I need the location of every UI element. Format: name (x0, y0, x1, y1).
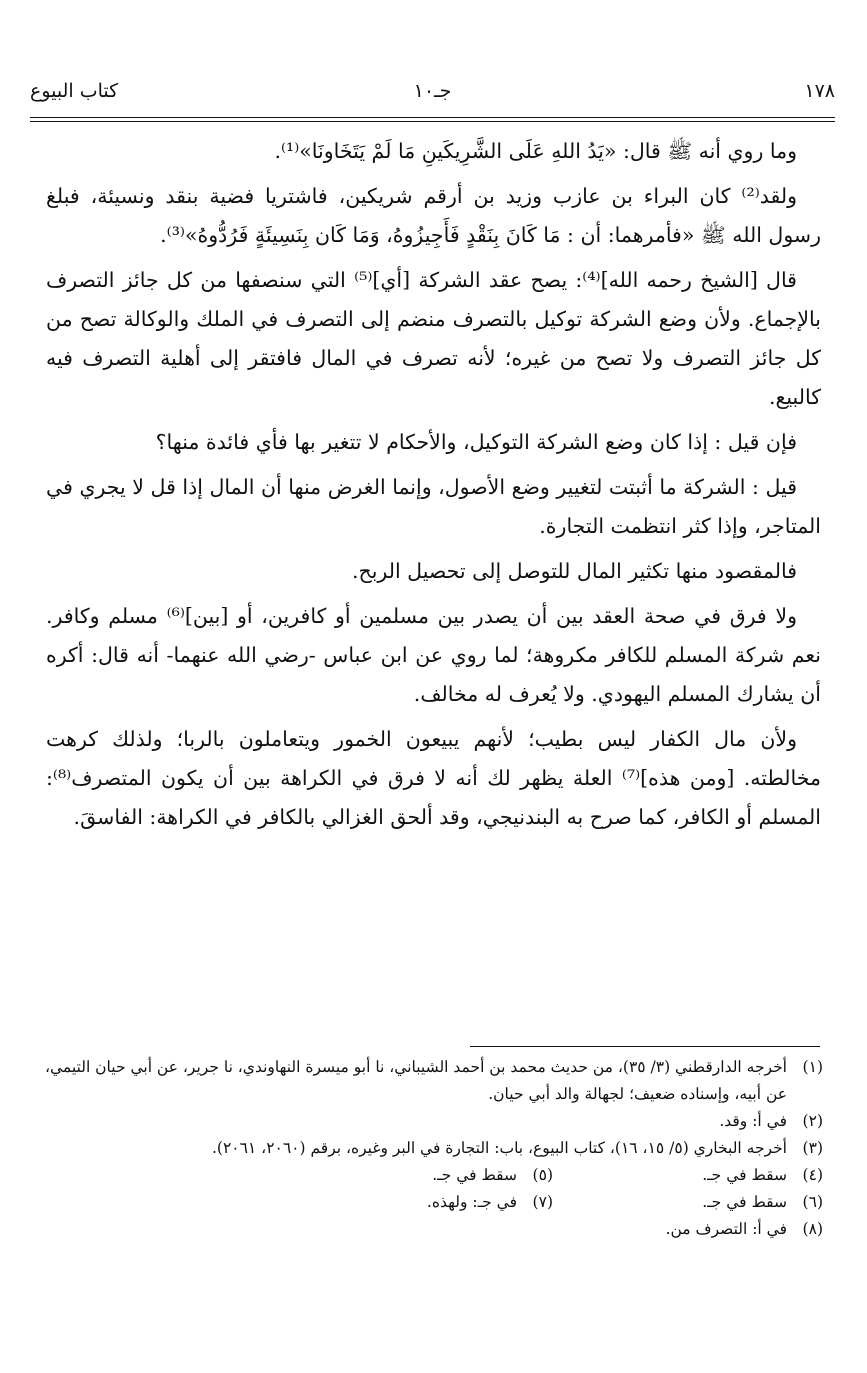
paragraph: وما روي أنه ﷺ قال: «يَدُ اللهِ عَلَى الشَّرِيكَينِ مَا لَمْ يَتَخَاونَا»⁽¹⁾. (274, 139, 797, 163)
footnote-text: سقط في جـ. (702, 1193, 787, 1211)
volume-label: جـ١٠ (413, 80, 452, 102)
footnote-number: (٦) (802, 1193, 823, 1211)
footnote-text: في أ: وقد. (719, 1112, 787, 1130)
footnote-number: (٤) (802, 1166, 823, 1184)
paragraph: فالمقصود منها تكثير المال للتوصل إلى تحصيل الربح. (351, 559, 797, 583)
paragraph: ولقد⁽²⁾ كان البراء بن عازب وزيد بن أرقم شريكين، فاشتريا فضية بنقد ونسيئة، فبلغ رسول الله ﷺ «فأمرهما: أن : مَا كَانَ بِنَقْدٍ فَأَجِيزُوهُ، وَمَا كَان بِنَسِيئَةٍ فَرُدُّوهُ»⁽³⁾. (46, 184, 821, 247)
footnotes (44, 1054, 823, 1243)
footnote (553, 1189, 823, 1216)
footnote (44, 1216, 823, 1243)
footnote-number: (١) (802, 1058, 823, 1076)
footnote (553, 1162, 823, 1189)
footnote-text: أخرجه الدارقطني (٣/ ٣٥)، من حديث محمد بن أحمد الشيباني، نا أبو ميسرة النهاوندي، نا جرير، عن أبي حيان التيمي، عن أبيه، وإسناده ضعيف؛ لجهالة والد أبي حيان. (44, 1058, 787, 1103)
footnote-pair (44, 1189, 823, 1216)
paragraph: ولا فرق في صحة العقد بين أن يصدر بين مسلمين أو كافرين، أو [بين]⁽⁶⁾ مسلم وكافر. نعم شركة المسلم للكافر مكروهة؛ لما روي عن ابن عباس -رضي الله عنهما- أنه قال: أكره أن يشارك المسلم اليهودي. ولا يُعرف له مخالف. (46, 604, 821, 706)
footnote (44, 1108, 823, 1135)
footnote (44, 1135, 823, 1162)
footnote-text: في جـ: ولهذه. (426, 1193, 517, 1211)
footnote-number: (٢) (802, 1112, 823, 1130)
paragraph: فإن قيل : إذا كان وضع الشركة التوكيل، والأحكام لا تتغير بها فأي فائدة منها؟ (155, 430, 797, 454)
footnote-pair (44, 1162, 823, 1189)
footnote-text: في أ: التصرف من. (665, 1220, 787, 1238)
header-rule-double (30, 121, 835, 122)
paragraph: ولأن مال الكفار ليس بطيب؛ لأنهم يبيعون الخمور ويتعاملون بالربا؛ ولذلك كرهت مخالطته. [ومن هذه]⁽⁷⁾ العلة يظهر لك أنه لا فرق في الكراهة بين أن يكون المتصرف⁽⁸⁾: المسلم أو الكافر، كما صرح به البندنيجي، وقد ألحق الغزالي بالكافر في الكراهة: الفاسقَ. (46, 727, 821, 829)
footnote (44, 1054, 823, 1108)
footnote-separator (470, 1046, 820, 1047)
footnote-number: (٧) (532, 1193, 553, 1211)
footnote (283, 1162, 553, 1189)
footnote-text: سقط في جـ. (432, 1166, 517, 1184)
footnote-number: (٥) (532, 1166, 553, 1184)
main-text (46, 132, 821, 843)
chapter-title: كتاب البيوع (30, 80, 119, 102)
footnote-text: سقط في جـ. (702, 1166, 787, 1184)
paragraph: قيل : الشركة ما أثبتت لتغيير وضع الأصول، وإنما الغرض منها أن المال إذا قل لا يجري في المتاجر، وإذا كثر انتظمت التجارة. (46, 475, 821, 538)
header-rule (30, 117, 835, 118)
paragraph: قال [الشيخ رحمه الله]⁽⁴⁾: يصح عقد الشركة [أي]⁽⁵⁾ التي سنصفها من كل جائز التصرف بالإجماع. ولأن وضع الشركة توكيل بالتصرف منضم إلى التصرف في الملك والوكالة تصح من كل جائز التصرف ولا تصح من غيره؛ لأنه تصرف في المال فافتقر إلى أهلية التصرف فيه كالبيع. (46, 268, 821, 409)
footnote-text: أخرجه البخاري (٥/ ١٥، ١٦)، كتاب البيوع، باب: التجارة في البر وغيره، برقم (٢٠٦٠، ٢٠٦١). (211, 1139, 787, 1157)
page-number: ١٧٨ (804, 80, 835, 102)
footnote (283, 1189, 553, 1216)
footnote-number: (٨) (802, 1220, 823, 1238)
footnote-number: (٣) (802, 1139, 823, 1157)
page-header (30, 80, 835, 110)
